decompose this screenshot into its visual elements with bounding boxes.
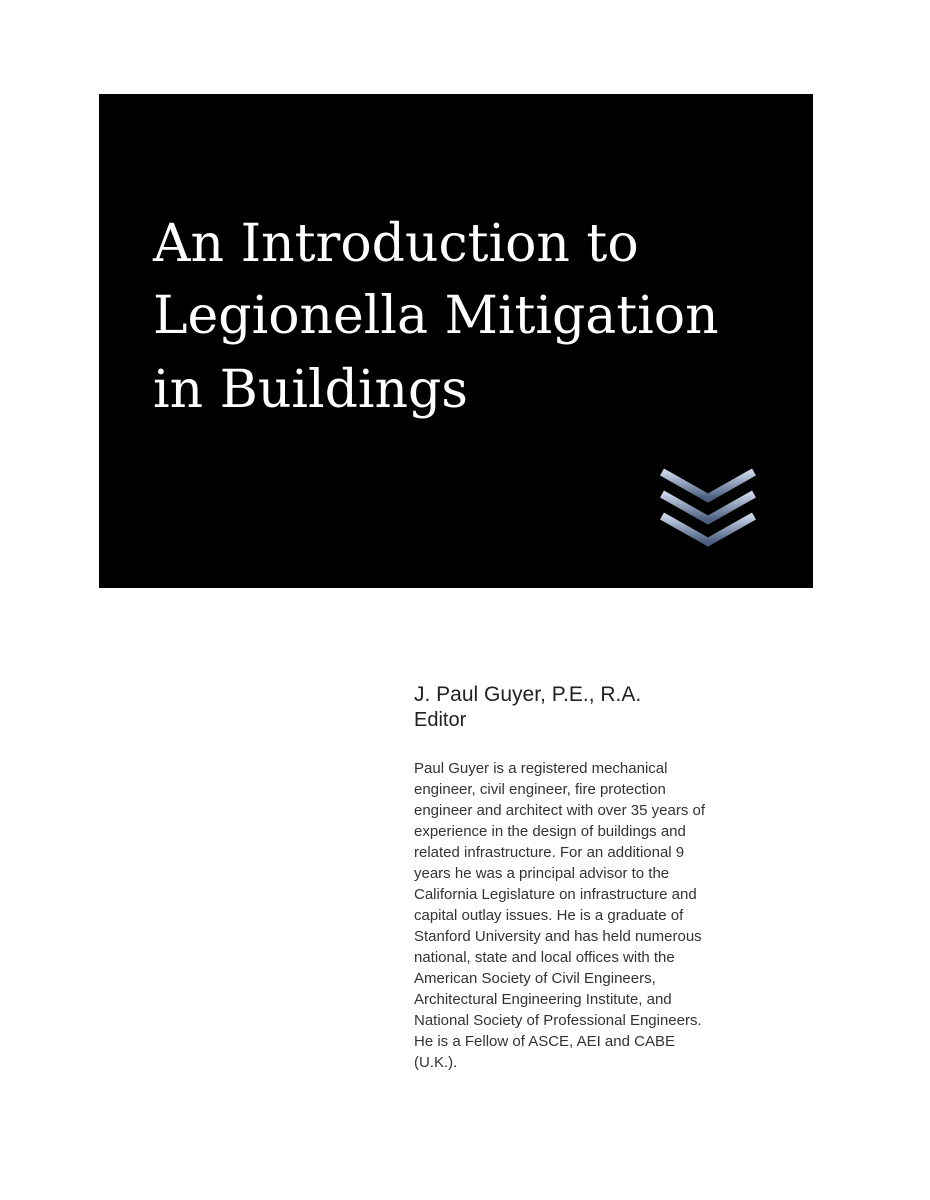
bio-line: National Society of Professional Engineers. [414, 1012, 702, 1029]
bio-line: Paul Guyer is a registered mechanical [414, 760, 668, 777]
bio-line: related infrastructure. For an additional 9 [414, 844, 685, 861]
triple-chevron-down-icon [658, 462, 758, 548]
bio-line: capital outlay issues. He is a graduate of [414, 907, 684, 924]
bio-line: Architectural Engineering Institute, and [414, 991, 672, 1008]
bio-line: engineer and architect with over 35 years of [414, 802, 705, 819]
bio-line: Stanford University and has held numerous [414, 928, 702, 945]
bio-line: engineer, civil engineer, fire protection [414, 781, 666, 798]
book-title-line-3: in Buildings [153, 360, 468, 420]
bio-line: American Society of Civil Engineers, [414, 970, 656, 987]
author-bio [414, 758, 794, 1073]
book-title-line-1: An Introduction to [153, 214, 639, 274]
bio-line: national, state and local offices with the [414, 949, 675, 966]
chevron-stroke-1 [662, 472, 754, 498]
book-title-line-2: Legionella Mitigation [153, 286, 719, 346]
bio-line: experience in the design of buildings and [414, 823, 686, 840]
bio-line: (U.K.). [414, 1054, 458, 1071]
author-name: J. Paul Guyer, P.E., R.A. [414, 683, 642, 706]
bio-line: years he was a principal advisor to the [414, 865, 670, 882]
author-role: Editor [414, 709, 467, 731]
bio-line: He is a Fellow of ASCE, AEI and CABE [414, 1033, 675, 1050]
bio-line: California Legislature on infrastructure and [414, 886, 697, 903]
